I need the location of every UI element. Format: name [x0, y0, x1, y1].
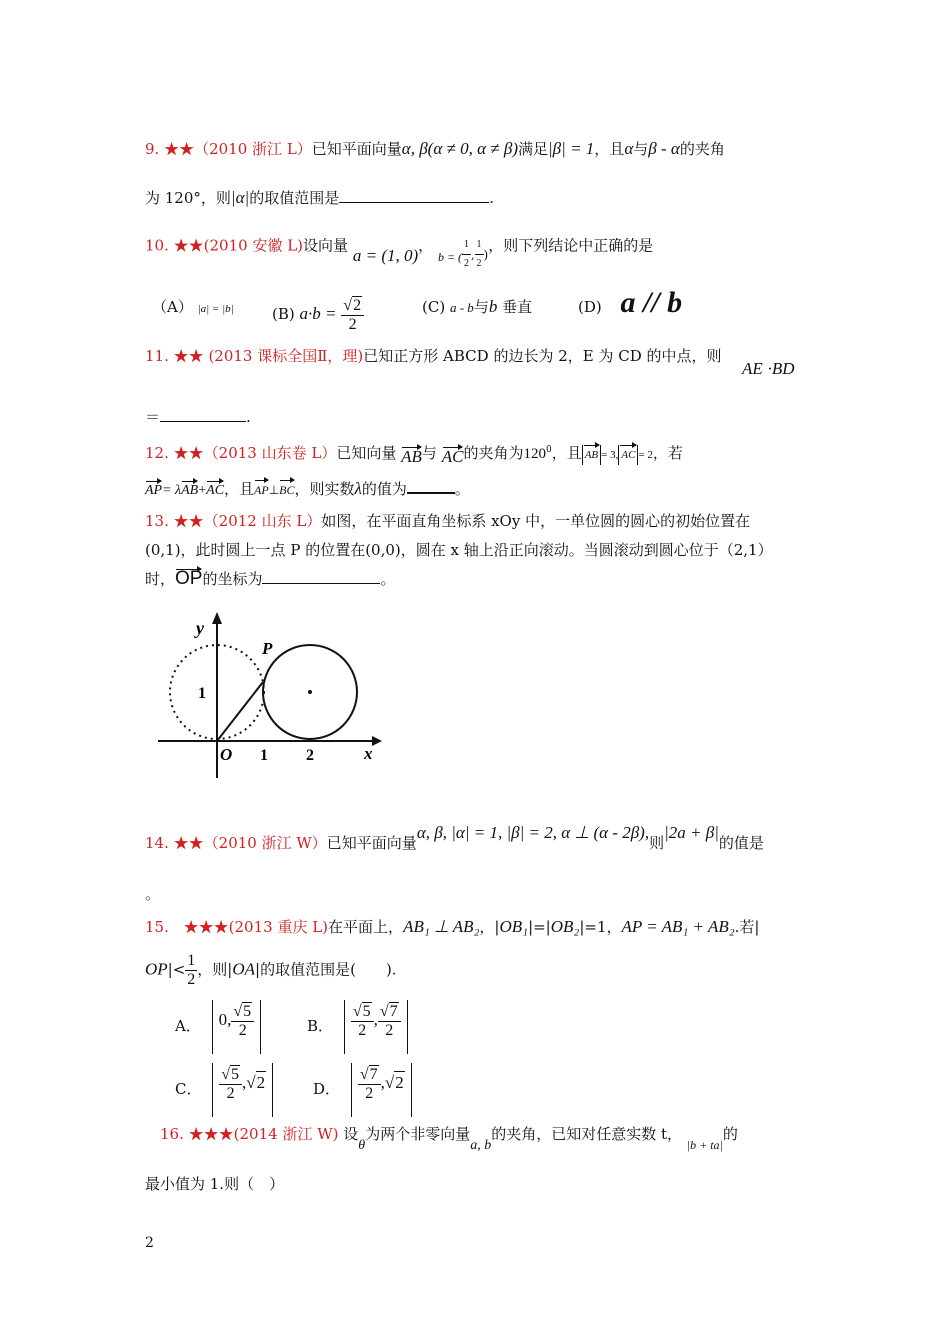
q16-text: 的: [722, 1125, 738, 1143]
q12-math: ⊥: [268, 483, 280, 497]
q14-text: 则: [649, 834, 665, 852]
y-label: y: [196, 618, 204, 638]
q12-text: ，且: [551, 444, 582, 462]
q9-text: .: [489, 189, 494, 207]
q13-line2: [145, 540, 773, 560]
q12-source: （2013 山东卷 L）: [203, 444, 337, 462]
q9-text: 已知平面向量: [311, 140, 402, 158]
q12-text: ，则实数: [294, 480, 355, 498]
q13-figure: [150, 610, 390, 785]
q9-number: 9.: [145, 140, 160, 158]
q12-line2: [145, 478, 470, 501]
q15-math: OP: [145, 959, 168, 979]
option-math: a // b: [620, 286, 683, 319]
p-label: P: [262, 639, 273, 658]
q12-text: 的值为: [361, 480, 407, 498]
q12-text: 。: [454, 480, 470, 498]
radicand: 7: [389, 1003, 398, 1020]
q11-stars: ★★: [173, 347, 204, 365]
option-label: (D): [578, 298, 602, 316]
q9-line2: [145, 188, 494, 208]
q15-c-interval: $\frac{√5}{2}$ ,√2: [212, 1063, 273, 1117]
q14-text: 。: [145, 885, 161, 903]
q12-vector: AB: [181, 481, 198, 501]
circle-center: [308, 690, 312, 694]
q10-math: a = (1, 0): [352, 245, 419, 265]
q15-stars: ★★★: [183, 918, 229, 936]
q9-answer-blank: [339, 188, 489, 203]
x-tick-1: 1: [260, 747, 268, 764]
q10-text: ，则下列结论中正确的是: [488, 236, 654, 255]
q12-number: 12.: [145, 444, 169, 462]
q10-text: 设向量: [303, 236, 349, 255]
q10-option-b: [272, 296, 364, 334]
q13-text: 如图，在平面直角坐标系 xOy 中，一单位圆的圆心的初始位置在: [321, 512, 751, 530]
q12-math: 120: [523, 446, 546, 462]
q15-text: .若|: [734, 918, 760, 936]
q15-d-interval: $\frac{√7}{2}$ ,√2: [351, 1063, 412, 1117]
q14-line2: [145, 884, 160, 904]
q15-text: 在平面上，: [328, 918, 404, 936]
q9-line1: [145, 139, 725, 159]
option-label: A．: [175, 1017, 201, 1035]
q11-vector: AE: [742, 359, 763, 378]
q15-text: |=1，: [579, 918, 622, 936]
q16-text: 的夹角，已知对任意实数 t，: [491, 1125, 683, 1143]
q9-math: |α|: [230, 188, 250, 207]
q15-text: ，|: [479, 918, 500, 936]
q12-text: 与: [421, 444, 437, 462]
q12-vector: AC: [441, 447, 464, 466]
q13-vector: OP: [175, 568, 203, 589]
frac-denominator: 2: [365, 1085, 374, 1102]
q9-text: 与: [633, 140, 649, 158]
q12-text: ，且: [224, 480, 255, 498]
option-label: C．: [175, 1080, 202, 1098]
origin-label: O: [220, 745, 233, 764]
math-text: ,: [242, 1072, 247, 1092]
q15-math: OB₂: [550, 917, 580, 936]
radicand: 5: [362, 1003, 371, 1020]
q14-stars: ★★: [173, 834, 204, 852]
q15-text: |<: [167, 960, 186, 979]
q16-stars: ★★★: [188, 1125, 234, 1143]
q9-stars: ★★: [164, 140, 195, 158]
q16-text: 为两个非零向量: [365, 1125, 471, 1143]
q12-vector: AC: [206, 481, 224, 501]
q13-text: 的坐标为: [202, 570, 263, 588]
q10-text: ，: [418, 236, 434, 255]
q9-math: |β| = 1: [548, 139, 595, 158]
frac: $\frac{√5}{2}$: [219, 1065, 242, 1103]
q16-math: |b + ta|: [686, 1138, 723, 1152]
q15-option-d: [313, 1063, 412, 1117]
q15-text: ，则|: [197, 960, 233, 979]
q10-stars: ★★: [173, 236, 204, 255]
q10-frac: $\frac{1}{2}$: [475, 236, 484, 273]
q12-math: = 2: [638, 449, 653, 461]
q13-number: 13.: [145, 512, 169, 530]
q10-option-c: [422, 296, 532, 319]
q15-line2: [145, 952, 397, 989]
q14-math: |2a + β|: [664, 823, 719, 842]
q15-b-interval: [344, 1000, 408, 1054]
q14-math: α, β, |α| = 1, |β| = 2, α ⊥ (α - 2β),: [416, 823, 650, 842]
q12-vector: AP: [145, 481, 162, 501]
q13-stars: ★★: [173, 512, 204, 530]
q11-math-line: [742, 359, 794, 379]
radicand: 2: [256, 1072, 266, 1092]
q16-text: 最小值为 1.则（ ）: [145, 1175, 285, 1193]
q12-vector: AC: [618, 445, 638, 465]
x-axis-arrow: [372, 736, 382, 746]
q11-vector: ·BD: [767, 359, 795, 378]
page-number: 2: [145, 1235, 154, 1251]
q15-math: OA: [232, 959, 256, 979]
math-text: ,: [373, 1009, 378, 1029]
q11-source: (2013 课标全国Ⅱ，理): [208, 347, 364, 365]
q9-math: α, β(α ≠ 0, α ≠ β): [401, 139, 518, 158]
q10-source: (2010 安徽 L): [203, 236, 304, 255]
q16-math: θ: [358, 1138, 366, 1153]
q14-line1: [145, 823, 764, 853]
q16-math: a, b: [470, 1138, 492, 1153]
q12-math: +: [198, 483, 207, 498]
q12-line1: [145, 440, 683, 465]
q12-text: 已知向量: [336, 444, 397, 462]
y-axis-arrow: [212, 612, 222, 624]
frac: $\frac{√7}{2}$: [358, 1065, 381, 1103]
q12-text: 的夹角为: [463, 444, 524, 462]
q15-option-b: [307, 1000, 408, 1054]
q16-line2: [145, 1174, 284, 1194]
q15-option-c: [175, 1063, 273, 1117]
frac: $\frac{√5}{2}$: [231, 1002, 254, 1040]
option-math: a - b: [449, 300, 474, 315]
q14-text: 已知平面向量: [326, 834, 417, 852]
option-label: (B): [272, 305, 295, 323]
option-math: |a| = |b|: [197, 303, 234, 315]
q12-vector: AB: [401, 447, 422, 466]
frac: $\frac{√5}{2}$: [351, 1002, 374, 1040]
q14-number: 14.: [145, 834, 169, 852]
q9-text: ，且: [594, 140, 625, 158]
q12-math: = 3,: [601, 449, 619, 461]
q13-text: (0,1)，此时圆上一点 P 的位置在(0,0)，圆在 x 轴上沿正向滚动。当圆滚动到圆心位于（2,1）: [145, 541, 773, 559]
q11-text: ＝: [145, 408, 161, 426]
frac-numerator: 1: [187, 952, 196, 969]
q15-number: 15.: [145, 918, 169, 936]
q9-source: （2010 浙江 L）: [194, 140, 312, 158]
q14-text: 的值是: [718, 834, 764, 852]
q15-option-a: [175, 1000, 261, 1054]
x-label: x: [364, 744, 373, 763]
q10-math: b = (: [437, 249, 463, 264]
q9-math: α: [624, 139, 634, 158]
q10-frac-sep: ,: [471, 248, 475, 262]
q12-vector: AB: [582, 445, 601, 465]
frac-denominator: 2: [187, 971, 196, 988]
option-math: b: [488, 297, 498, 316]
radicand: 5: [231, 1066, 240, 1083]
option-label: D．: [313, 1080, 341, 1098]
q15-frac: [185, 952, 197, 989]
q10-option-a: [152, 296, 234, 320]
option-text: 垂直: [502, 298, 533, 316]
q9-text: 为 120°，则: [145, 189, 231, 207]
q12-math: 0: [545, 445, 552, 455]
q15-line1: [145, 917, 759, 937]
option-label: B．: [307, 1017, 334, 1035]
q11-line1: [145, 346, 722, 366]
y-tick-1: 1: [198, 685, 206, 702]
q14-source: （2010 浙江 W）: [203, 834, 327, 852]
math-text: ,: [380, 1072, 385, 1092]
q11-answer-blank: [160, 407, 246, 422]
q9-text: 的取值范围是: [249, 189, 340, 207]
q15-source: (2013 重庆 L): [228, 918, 329, 936]
radicand: 5: [243, 1003, 252, 1020]
q16-text: 设: [343, 1125, 359, 1143]
q10-b-frac: $\frac{√2}{2}$: [341, 296, 364, 334]
q16-number: 16.: [160, 1125, 184, 1143]
q15-math: OB₁: [499, 917, 529, 936]
q13-line1: [145, 511, 750, 531]
q12-answer-blank: [407, 478, 455, 494]
q9-text: 的夹角: [679, 140, 725, 158]
frac: $\frac{√7}{2}$: [378, 1002, 401, 1040]
q13-source: （2012 山东 L）: [203, 512, 322, 530]
q11-line2: [145, 407, 251, 427]
q13-answer-blank: [262, 569, 380, 584]
q12-math: = λ: [162, 483, 182, 498]
q10-line1: [145, 228, 654, 269]
q16-line1: [160, 1124, 738, 1153]
q11-text: 已知正方形 ABCD 的边长为 2，E 为 CD 的中点，则: [363, 347, 722, 365]
q13-text: 时，: [145, 570, 176, 588]
frac-denominator: 2: [358, 1022, 367, 1039]
q12-stars: ★★: [173, 444, 204, 462]
q12-vector: AP: [254, 480, 269, 500]
q11-number: 11.: [145, 347, 169, 365]
q12-math: λ: [354, 479, 362, 498]
frac-denominator: 2: [238, 1022, 247, 1039]
option-label: (C): [422, 298, 446, 316]
option-text: 与: [473, 298, 489, 316]
q12-vector: BC: [279, 480, 294, 500]
option-math: a·b =: [299, 304, 337, 323]
q15-text: |的取值范围是( ).: [255, 960, 397, 979]
q15-text: |=|: [528, 918, 551, 936]
q15-math: AB₁ ⊥ AB₂: [403, 917, 480, 936]
q10-number: 10.: [145, 236, 169, 255]
q9-text: 满足: [517, 140, 548, 158]
q13-text: 。: [380, 570, 396, 588]
q15-a-interval: [212, 1000, 262, 1054]
q11-text: .: [246, 408, 251, 426]
q12-text: ，若: [652, 444, 683, 462]
q10-paren: ): [483, 247, 489, 262]
frac-denominator: 2: [226, 1085, 235, 1102]
x-tick-2: 2: [306, 747, 314, 764]
radicand: 2: [395, 1072, 404, 1092]
q13-line3: [145, 569, 396, 589]
q16-source: (2014 浙江 W): [233, 1125, 339, 1143]
q9-math: β - α: [648, 139, 680, 158]
radicand: 7: [369, 1066, 378, 1083]
frac-denominator: 2: [385, 1022, 394, 1039]
math-text: 0,: [218, 1009, 232, 1029]
q15-math: AP = AB₁ + AB₂: [621, 917, 735, 936]
q10-option-d: [578, 286, 683, 319]
option-label: （A）: [152, 298, 193, 316]
q10-frac: $\frac{1}{2}$: [462, 236, 471, 273]
